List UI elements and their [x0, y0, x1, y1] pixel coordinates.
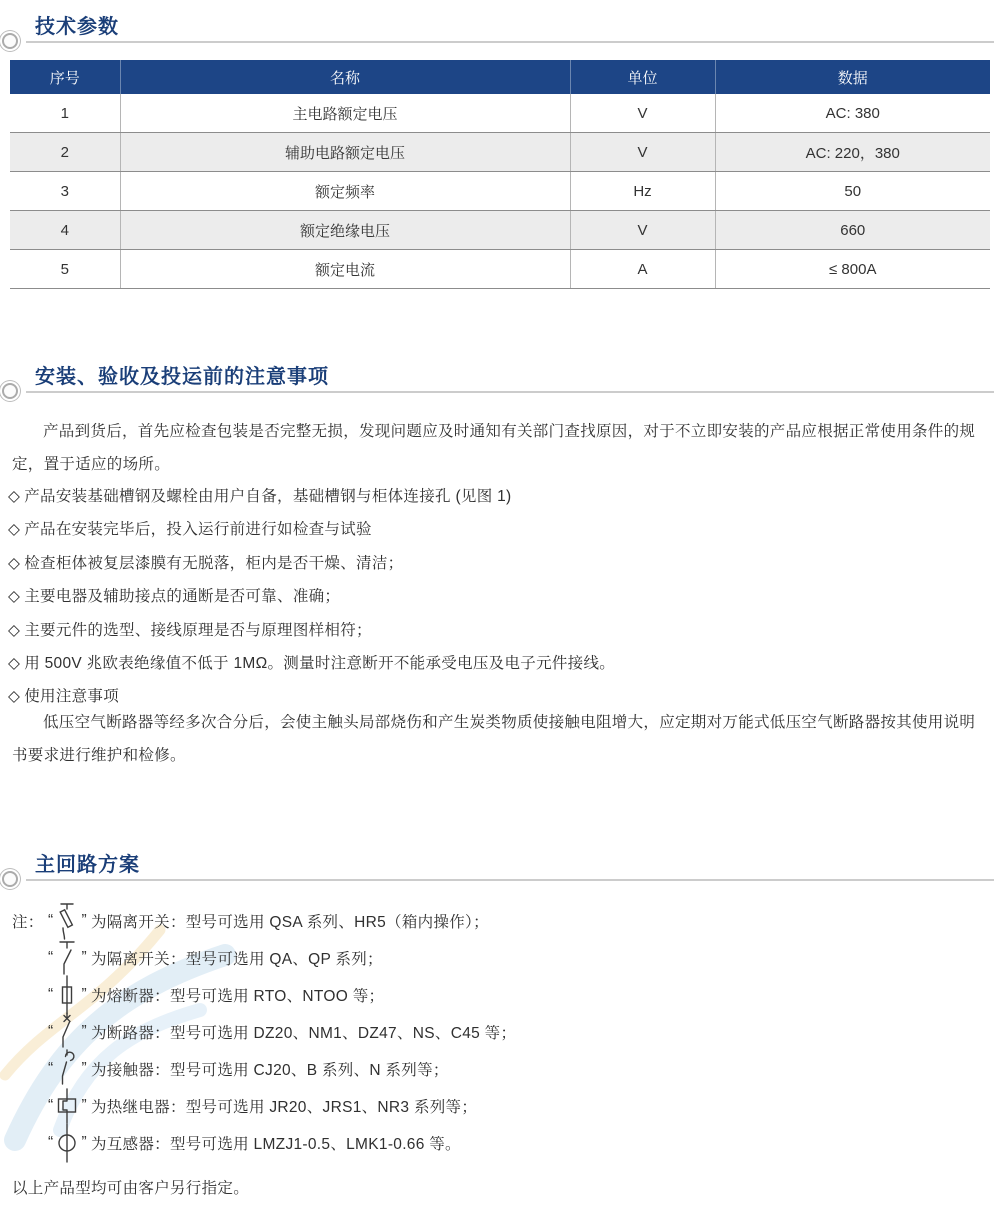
table-row: [10, 94, 990, 133]
cell-unit: A: [570, 250, 715, 289]
table-header-row: [10, 60, 990, 94]
cell-data: 660: [715, 211, 990, 250]
note-row: [12, 1087, 990, 1124]
section-install-header: [0, 360, 1000, 410]
current-transformer-icon: [55, 1122, 79, 1164]
install-intro-paragraph: 产品到货后，首先应检查包装是否完整无损，发现问题应及时通知有关部门查找原因，对于不立即安装的产品应根据正常使用条件的规定，置于适应的场所。: [12, 423, 976, 473]
cell-data: ≤ 800A: [715, 250, 990, 289]
cell-unit: V: [570, 133, 715, 172]
note-text: 为隔离开关：型号可选用 QSA 系列、HR5（箱内操作）；: [90, 913, 489, 931]
col-header-name: 名称: [120, 60, 570, 94]
cell-no: 2: [10, 133, 120, 172]
close-quote: ”: [81, 1059, 87, 1077]
footer-note: 以上产品型均可由客户另行指定。: [12, 1180, 250, 1197]
tech-params-table: [10, 60, 990, 289]
fuse-icon: [55, 974, 79, 1016]
cell-no: 4: [10, 211, 120, 250]
note-row: [12, 1124, 990, 1161]
open-quote: “: [48, 948, 54, 966]
close-quote: ”: [81, 911, 87, 929]
diamond-bullet-icon: ◇: [8, 588, 21, 606]
diamond-bullet-icon: ◇: [8, 488, 21, 505]
open-quote: “: [48, 1059, 54, 1077]
cell-data: AC: 220，380: [715, 133, 990, 172]
section-tech-params-header: [0, 10, 1000, 60]
bullet-item: [8, 513, 990, 546]
diamond-bullet-icon: ◇: [8, 554, 21, 572]
ring-bullet-icon: [2, 33, 18, 49]
table-row: [10, 172, 990, 211]
note-text: 为热继电器：型号可选用 JR20、JRS1、NR3 系列等；: [90, 1098, 478, 1116]
cell-unit: V: [570, 94, 715, 133]
cell-data: 50: [715, 172, 990, 211]
note-text: 为断路器：型号可选用 DZ20、NM1、DZ47、NS、C45 等；: [90, 1024, 517, 1042]
thermal-relay-icon: [55, 1085, 79, 1127]
bullet-text: 用 500V 兆欧表绝缘值不低于 1MΩ。测量时注意断开不能承受电压及电子元件接线。: [24, 654, 616, 672]
symbol-notes-list: [12, 902, 990, 1161]
bullet-item: [8, 547, 990, 580]
col-header-unit: 单位: [570, 60, 715, 94]
cell-no: 3: [10, 172, 120, 211]
section-title-main-circuit: 主回路方案: [35, 854, 140, 876]
section-title-tech-params: 技术参数: [35, 16, 119, 38]
close-quote: ”: [81, 1022, 87, 1040]
section-divider-line: [26, 41, 994, 43]
circuit-breaker-icon: [55, 1011, 79, 1053]
bullet-item: [8, 647, 990, 680]
close-quote: ”: [81, 985, 87, 1003]
note-row: [12, 976, 990, 1013]
close-quote: ”: [81, 948, 87, 966]
bullet-item: [8, 580, 990, 613]
bullet-text: 主要元件的选型、接线原理是否与原理图样相符；: [24, 621, 372, 639]
note-row: [12, 902, 990, 939]
cell-name: 额定绝缘电压: [120, 211, 570, 250]
note-prefix: 注：: [12, 913, 44, 931]
table-row: [10, 211, 990, 250]
section-divider-line: [26, 879, 994, 881]
bullet-item: [8, 480, 990, 513]
diamond-bullet-icon: ◇: [8, 521, 21, 539]
section-main-circuit-header: [0, 848, 1000, 898]
close-quote: ”: [81, 1133, 87, 1151]
contactor-icon: [55, 1048, 79, 1090]
bullet-item: [8, 614, 990, 647]
cell-name: 主电路额定电压: [120, 94, 570, 133]
bullet-text: 使用注意事项: [24, 688, 120, 706]
note-text: 为隔离开关：型号可选用 QA、QP 系列；: [90, 950, 383, 968]
open-quote: “: [48, 911, 54, 929]
col-header-no: 序号: [10, 60, 120, 94]
disconnect-switch-icon: [55, 937, 79, 979]
diamond-bullet-icon: ◇: [8, 621, 21, 639]
diamond-bullet-icon: ◇: [8, 688, 21, 706]
bullet-text: 产品在安装完毕后，投入运行前进行如检查与试验: [24, 521, 372, 539]
table-row: [10, 133, 990, 172]
bullet-text: 检查柜体被复层漆膜有无脱落，柜内是否干燥、清洁；: [24, 554, 404, 572]
cell-unit: Hz: [570, 172, 715, 211]
cell-no: 1: [10, 94, 120, 133]
open-quote: “: [48, 1022, 54, 1040]
note-text: 为熔断器：型号可选用 RTO、NTOO 等；: [90, 987, 385, 1005]
close-quote: ”: [81, 1096, 87, 1114]
ring-bullet-icon: [2, 871, 18, 887]
note-row: [12, 1013, 990, 1050]
knife-disconnect-switch-icon: [55, 900, 79, 942]
install-bullet-list: [8, 480, 990, 714]
note-row: [12, 939, 990, 976]
section-title-install: 安装、验收及投运前的注意事项: [35, 366, 329, 388]
cell-no: 5: [10, 250, 120, 289]
open-quote: “: [48, 1096, 54, 1114]
note-text: 为互感器：型号可选用 LMZJ1-0.5、LMK1-0.66 等。: [90, 1135, 461, 1153]
open-quote: “: [48, 985, 54, 1003]
cell-name: 额定频率: [120, 172, 570, 211]
section-divider-line: [26, 391, 994, 393]
diamond-bullet-icon: ◇: [8, 654, 21, 672]
bullet-text: 主要电器及辅助接点的通断是否可靠、准确；: [24, 588, 341, 606]
note-text: 为接触器：型号可选用 CJ20、B 系列、N 系列等；: [90, 1061, 449, 1079]
ring-bullet-icon: [2, 383, 18, 399]
open-quote: “: [48, 1133, 54, 1151]
cell-name: 辅助电路额定电压: [120, 133, 570, 172]
note-row: [12, 1050, 990, 1087]
table-row: [10, 250, 990, 289]
cell-data: AC: 380: [715, 94, 990, 133]
bullet-text: 产品安装基础槽钢及螺栓由用户自备，基础槽钢与柜体连接孔 (见图 1): [24, 488, 512, 505]
cell-name: 额定电流: [120, 250, 570, 289]
col-header-data: 数据: [715, 60, 990, 94]
cell-unit: V: [570, 211, 715, 250]
install-closing-paragraph: 低压空气断路器等经多次合分后，会使主触头局部烧伤和产生炭类物质使接触电阻增大，应定期对万能式低压空气断路器按其使用说明书要求进行维护和检修。: [12, 714, 976, 764]
